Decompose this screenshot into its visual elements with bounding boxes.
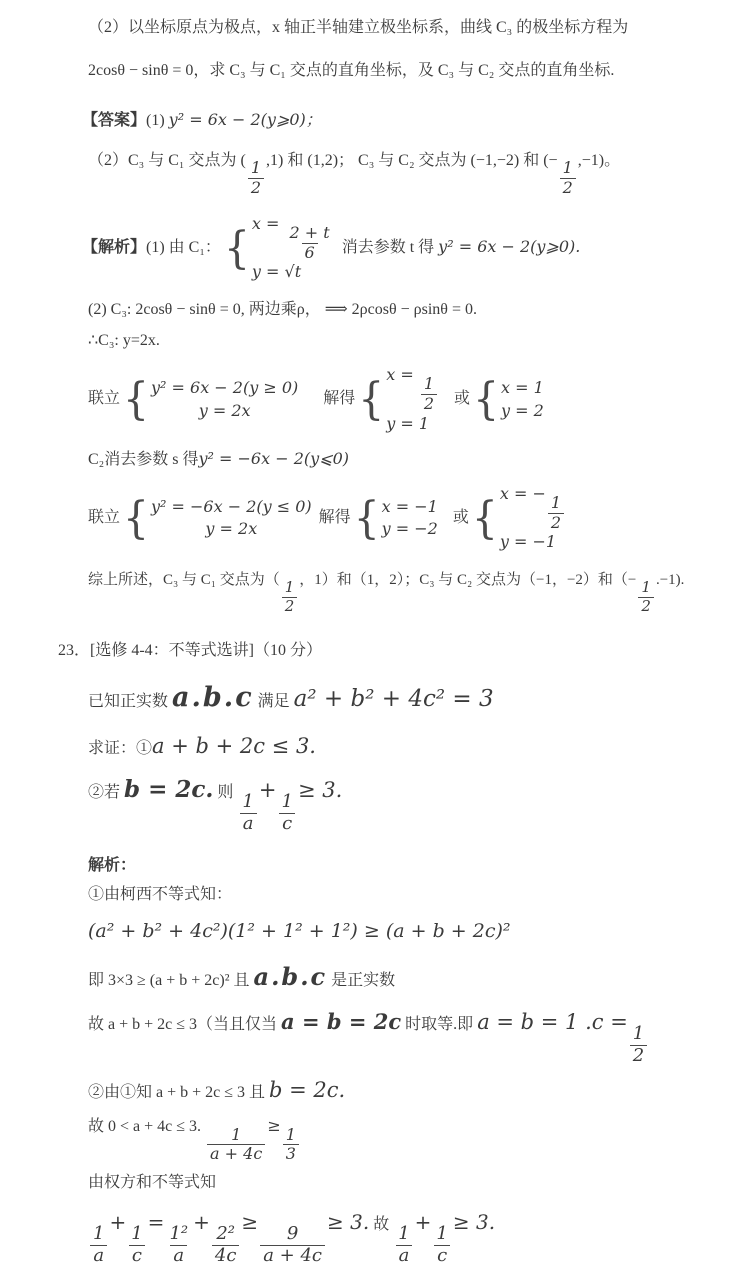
answer-label: 【答案】 bbox=[82, 112, 147, 130]
answer-part2-mid: ,1) 和 (1,2)； C₃ 与 C₂ 交点为 (−1,−2) 和 (− bbox=[266, 151, 558, 169]
answer-part2-post: ,−1)。 bbox=[577, 151, 621, 169]
plus-sign: + bbox=[414, 1210, 432, 1235]
step5-line bbox=[88, 1114, 712, 1163]
fraction-one-half bbox=[282, 580, 298, 615]
solution-label-line bbox=[88, 854, 712, 877]
fraction-numerator: 1 bbox=[131, 1223, 143, 1245]
fraction-numerator: 1 bbox=[398, 1223, 410, 1245]
given-pre: 已知正实数 bbox=[88, 692, 173, 710]
analysis-line-1 bbox=[82, 213, 712, 284]
fraction-denominator: a bbox=[90, 1245, 107, 1266]
system1-lead: 联立 bbox=[88, 390, 121, 408]
fraction-numerator: 9 bbox=[286, 1223, 299, 1245]
power-mean-line bbox=[88, 1171, 712, 1194]
fraction-numerator: 1 bbox=[550, 492, 562, 512]
fraction-denominator: 3 bbox=[283, 1144, 299, 1163]
step4-line bbox=[88, 1075, 712, 1105]
geq-3: ≥ 3. bbox=[297, 778, 343, 803]
fraction-numerator: 1 bbox=[436, 1223, 448, 1245]
fraction-2sq-over-4c bbox=[212, 1225, 240, 1266]
step3-pre: 故 a + b + 2c ≤ 3（当且仅当 bbox=[88, 1015, 282, 1033]
system1-solve-label: 解得 bbox=[323, 390, 356, 408]
fraction-numerator: 1 bbox=[632, 1022, 645, 1044]
system-1-solution-1 bbox=[358, 364, 439, 435]
fraction-1-over-a bbox=[395, 1225, 412, 1266]
fraction-numerator: 1 bbox=[250, 158, 262, 178]
summary-post: .−1). bbox=[655, 571, 685, 588]
step3-mid: 时取等.即 bbox=[401, 1015, 478, 1033]
analysis-p2-text: (2) C₃: 2cosθ − sinθ = 0, 两边乘ρ， ⟹ 2ρcosθ − ρsinθ = 0. bbox=[88, 300, 477, 318]
step3-line bbox=[88, 1007, 712, 1066]
step4-pre: ②由①知 a + b + 2c ≤ 3 且 bbox=[88, 1084, 270, 1102]
fraction-1-over-c bbox=[128, 1225, 145, 1266]
q23-prove-line bbox=[88, 731, 712, 761]
cauchy-intro: ①由柯西不等式知： bbox=[88, 886, 233, 904]
left-brace: { bbox=[473, 373, 500, 426]
fraction-denominator: 2 bbox=[248, 178, 264, 197]
solution2-x-lhs: x = − bbox=[499, 484, 546, 504]
problem-text-1: （2）以坐标原点为极点，x 轴正半轴建立极坐标系，曲线 C₃ 的极坐标方程为 bbox=[88, 19, 629, 36]
fraction-one-third bbox=[283, 1124, 299, 1164]
fraction-denominator: 2 bbox=[560, 178, 576, 197]
fraction-numerator: 2 + t bbox=[289, 222, 330, 242]
step5-pre: 故 0 < a + 4c ≤ 3. bbox=[88, 1117, 206, 1135]
system2-row-2: y = 2x bbox=[205, 519, 258, 539]
fraction-numerator: 1 bbox=[93, 1223, 105, 1245]
analysis-p1-post-zh: 消去参数 t 得 bbox=[337, 239, 439, 257]
given-formula: a² + b² + 4c² = 3 bbox=[293, 685, 494, 712]
system-1 bbox=[123, 373, 299, 426]
system-2 bbox=[123, 492, 312, 545]
left-brace: { bbox=[471, 492, 498, 545]
left-brace: { bbox=[223, 222, 250, 274]
therefore-text: 故 bbox=[369, 1216, 394, 1234]
fraction-numerator: 1² bbox=[169, 1223, 189, 1245]
c2-eliminate-line bbox=[88, 447, 712, 471]
summary-line bbox=[88, 570, 712, 615]
fraction-9-over-a-plus-4c bbox=[260, 1225, 325, 1266]
fraction-one-half bbox=[421, 373, 437, 413]
fraction-1-over-a-plus-4c bbox=[207, 1124, 265, 1164]
system-1-solution-2 bbox=[473, 373, 544, 426]
problem-line-1 bbox=[88, 16, 712, 39]
left-brace: { bbox=[123, 492, 149, 545]
c2-text-zh: C₂消去参数 s 得 bbox=[88, 450, 199, 468]
fraction-one-half bbox=[638, 580, 654, 615]
system2-lead: 联立 bbox=[88, 509, 121, 527]
fraction-1-over-c bbox=[278, 793, 295, 834]
plus-sign: + bbox=[258, 778, 277, 803]
fraction-one-half bbox=[630, 1022, 647, 1066]
fraction-denominator: 4c bbox=[212, 1245, 240, 1266]
question-23-title: 23．[选修 4-4：不等式选讲]（10 分） bbox=[58, 641, 322, 659]
solution2-row-y: y = 2 bbox=[501, 400, 544, 420]
cauchy-intro-line bbox=[88, 883, 712, 906]
system-2-solution-1 bbox=[353, 492, 438, 545]
q23-given-line bbox=[88, 678, 712, 717]
left-brace: { bbox=[358, 373, 385, 426]
fraction-numerator: 1 bbox=[641, 578, 651, 597]
fraction-denominator: a bbox=[170, 1245, 187, 1266]
geq-sign: ≥ bbox=[241, 1210, 259, 1235]
answer-part1-formula: y² = 6x − 2(y⩾0)； bbox=[168, 110, 322, 130]
prove-pre: 求证：① bbox=[88, 739, 153, 757]
fraction-1-over-a bbox=[90, 1225, 107, 1266]
fraction-denominator: c bbox=[279, 813, 295, 834]
solution2-row-x: x = 1 bbox=[501, 378, 544, 398]
fraction-denominator: 2 bbox=[638, 597, 654, 615]
answer-part1-pre: (1) bbox=[146, 112, 169, 130]
fraction-denominator: c bbox=[434, 1245, 450, 1266]
solution-label: 解析： bbox=[88, 857, 137, 875]
system-row-y: y = √t bbox=[251, 262, 302, 282]
fraction-denominator: a + 4c bbox=[207, 1144, 265, 1163]
plus-sign: + bbox=[109, 1210, 127, 1235]
fraction-denominator: a + 4c bbox=[260, 1245, 325, 1266]
fraction-numerator: 1 bbox=[281, 791, 293, 813]
summary-mid: ，1）和（1，2）；C₃ 与 C₂ 交点为（−1，−2）和（− bbox=[299, 571, 637, 588]
fraction-1sq-over-a bbox=[166, 1225, 191, 1266]
part2-condition: b = 2c. bbox=[124, 776, 214, 804]
system-2-solution-2 bbox=[472, 483, 566, 554]
or-label-2: 或 bbox=[452, 509, 469, 527]
fraction-numerator: 1 bbox=[285, 1124, 296, 1144]
answer-line-1 bbox=[82, 108, 712, 132]
solution2-row-y: y = −1 bbox=[499, 532, 557, 552]
step2-variables: a.b.c bbox=[253, 961, 328, 991]
step2-pre: 即 3×3 ≥ (a + b + 2c)² 且 bbox=[88, 971, 254, 989]
system1-row-2: y = 2x bbox=[198, 400, 251, 420]
solution1-row-x: x = −1 bbox=[381, 497, 438, 517]
fraction-denominator: c bbox=[129, 1245, 145, 1266]
fraction-one-half bbox=[560, 160, 576, 197]
geq-sign: ≥ bbox=[267, 1115, 281, 1135]
fraction-denominator: 2 bbox=[421, 394, 437, 413]
analysis-line-3 bbox=[88, 329, 712, 352]
part2-then: 则 bbox=[213, 784, 238, 802]
fraction-denominator: 2 bbox=[548, 513, 564, 532]
geq-3-text: ≥ 3. bbox=[326, 1210, 370, 1235]
geq-3-final: ≥ 3. bbox=[452, 1210, 496, 1235]
analysis-p1-pre: (1) 由 C₁： bbox=[146, 239, 221, 257]
prove-formula: a + b + 2c ≤ 3. bbox=[152, 733, 316, 758]
system1-row-1: y² = 6x − 2(y ≥ 0) bbox=[150, 378, 299, 398]
system2-solve-label: 解得 bbox=[318, 509, 351, 527]
plus-sign: + bbox=[193, 1210, 210, 1235]
final-inequality-line bbox=[88, 1208, 712, 1266]
fraction-numerator: 1 bbox=[562, 158, 573, 178]
fraction-numerator: 1 bbox=[284, 578, 295, 597]
row-x-lhs: x = bbox=[251, 213, 285, 233]
step2-post: 是正实数 bbox=[327, 971, 396, 989]
answer-line-2 bbox=[88, 149, 712, 197]
fraction-one-half bbox=[248, 160, 264, 197]
fraction-numerator: 1 bbox=[242, 791, 254, 813]
solution1-row-x bbox=[386, 364, 439, 412]
fraction-numerator: 2² bbox=[216, 1223, 235, 1245]
analysis-p1-post-math: y² = 6x − 2(y⩾0). bbox=[438, 237, 581, 257]
summary-pre: 综上所述，C₃ 与 C₁ 交点为（ bbox=[88, 571, 280, 588]
analysis-line-2 bbox=[88, 298, 712, 321]
left-brace: { bbox=[353, 492, 380, 545]
fraction-1-over-a bbox=[239, 793, 256, 834]
left-brace: { bbox=[123, 373, 149, 426]
parametric-system-c1 bbox=[224, 213, 335, 284]
analysis-label: 【解析】 bbox=[82, 239, 147, 257]
cauchy-formula-line bbox=[88, 918, 712, 946]
fraction-denominator: 2 bbox=[282, 597, 298, 615]
fraction-2-plus-t-over-6 bbox=[287, 222, 333, 262]
fraction-denominator: a bbox=[396, 1245, 413, 1266]
equals-sign: = bbox=[147, 1210, 165, 1235]
solution2-row-x bbox=[500, 483, 566, 531]
power-mean-text: 由权方和不等式知 bbox=[88, 1174, 217, 1192]
step4-condition: b = 2c. bbox=[269, 1078, 346, 1103]
solution1-row-y: y = 1 bbox=[386, 413, 430, 433]
system2-row-1: y² = −6x − 2(y ≤ 0) bbox=[150, 497, 312, 517]
or-label-1: 或 bbox=[454, 390, 471, 408]
system-2-line bbox=[88, 483, 712, 554]
solution1-row-y: y = −2 bbox=[381, 519, 438, 539]
system-1-line bbox=[88, 364, 712, 435]
question-23-heading bbox=[58, 639, 712, 662]
fraction-numerator: 1 bbox=[231, 1124, 242, 1144]
problem-text-2: 2cosθ − sinθ = 0，求 C₃ 与 C₁ 交点的直角坐标，及 C₃ 与 C₂ 交点的直角坐标. bbox=[88, 62, 615, 80]
c2-text-math: y² = −6x − 2(y⩽0) bbox=[198, 448, 349, 468]
step3-values: a = b = 1 .c = bbox=[477, 1009, 628, 1034]
given-variables: a.b.c bbox=[172, 681, 254, 713]
system-row-x bbox=[252, 213, 335, 261]
fraction-denominator: 6 bbox=[302, 243, 318, 262]
fraction-one-half bbox=[548, 492, 564, 532]
part2-pre: ②若 bbox=[88, 784, 125, 802]
cauchy-formula: (a² + b² + 4c²)(1² + 1² + 1²) ≥ (a + b + 2c)² bbox=[88, 920, 511, 943]
problem-line-2 bbox=[88, 59, 712, 82]
solution1-x-lhs: x = bbox=[386, 365, 419, 385]
fraction-denominator: 2 bbox=[630, 1045, 647, 1066]
fraction-denominator: a bbox=[240, 813, 257, 834]
step3-condition: a = b = 2c bbox=[281, 1008, 402, 1034]
given-mid: 满足 bbox=[253, 692, 294, 710]
step2-line bbox=[88, 960, 712, 995]
analysis-p3-text: ∴C₃: y=2x. bbox=[88, 331, 160, 349]
fraction-numerator: 1 bbox=[423, 373, 435, 393]
answer-part2-pre: （2）C₃ 与 C₁ 交点为 ( bbox=[88, 151, 246, 169]
q23-part2-line bbox=[88, 773, 712, 834]
fraction-1-over-c bbox=[433, 1225, 450, 1266]
